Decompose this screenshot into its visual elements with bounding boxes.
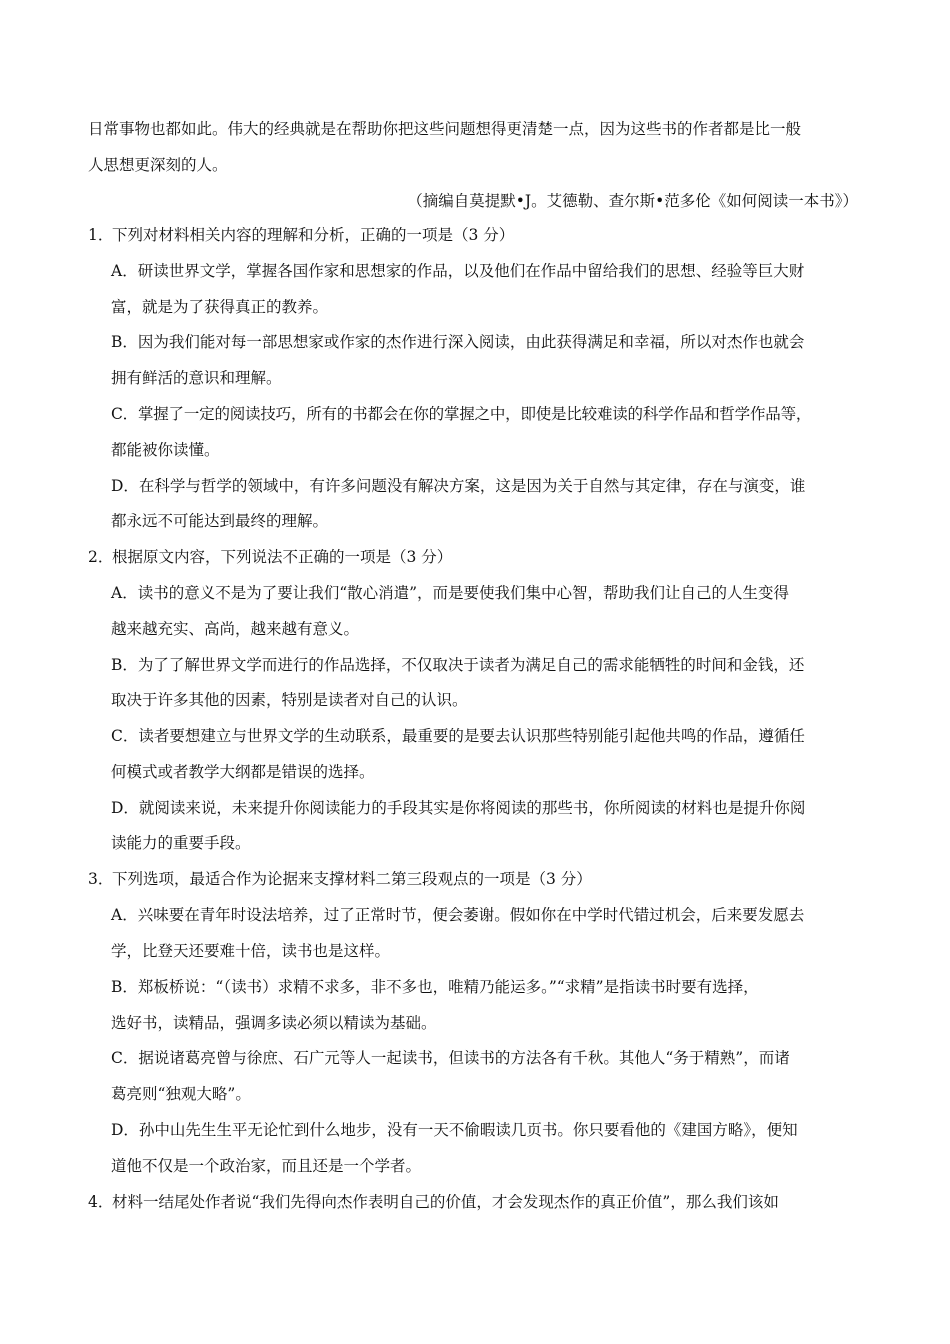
option-b: B．因为我们能对每一部思想家或作家的杰作进行深入阅读，由此获得满足和幸福，所以对杰作也就会 [111,333,805,351]
option-a: A．兴味要在青年时设法培养，过了正常时节，便会萎谢。假如你在中学时代错过机会，后来要发愿去 [111,906,805,924]
question-text: 材料一结尾处作者说“我们先得向杰作表明自己的价值，才会发现杰作的真正价值”，那么我们该如 [112,1193,779,1211]
question-number: 2． [88,548,114,566]
option-a: A．读书的意义不是为了要让我们“散心消遣”，而是要使我们集中心智，帮助我们让自己的人生变得 [111,584,790,602]
option-c: C．掌握了一定的阅读技巧，所有的书都会在你的掌握之中，即使是比较难读的科学作品和哲学作品等， [111,405,812,423]
option-b-continued: 选好书，读精品，强调多读必须以精读为基础。 [111,1014,437,1032]
option-d: D．就阅读来说，未来提升你阅读能力的手段其实是你将阅读的那些书，你所阅读的材料也是提升你阅 [111,799,806,817]
question-number: 4． [88,1193,114,1211]
option-b-continued: 取决于许多其他的因素，特别是读者对自己的认识。 [111,691,468,709]
option-b-continued: 拥有鲜活的意识和理解。 [111,369,282,387]
option-d: D．孙中山先生生平无论忙到什么地步，没有一天不偷暇读几页书。你只要看他的《建国方略》，便知 [111,1121,798,1139]
option-c-continued: 葛亮则“独观大略”。 [111,1085,251,1103]
option-b: B．为了了解世界文学而进行的作品选择，不仅取决于读者为满足自己的需求能牺牲的时间和金钱，还 [111,656,805,674]
option-a-continued: 富，就是为了获得真正的教养。 [111,298,329,316]
question-text: 下列对材料相关内容的理解和分析，正确的一项是（3 分） [112,226,515,244]
passage-source: （摘编自莫提默•J。艾德勒、查尔斯•范多伦《如何阅读一本书》） [407,192,858,210]
passage-line: 人思想更深刻的人。 [88,156,228,174]
option-d-continued: 道他不仅是一个政治家，而且还是一个学者。 [111,1157,422,1175]
question-number: 1． [88,226,114,244]
option-d-continued: 都永远不可能达到最终的理解。 [111,512,329,530]
option-c-continued: 都能被你读懂。 [111,441,220,459]
question-text: 根据原文内容，下列说法不正确的一项是（3 分） [112,548,453,566]
option-a-continued: 学，比登天还要难十倍，读书也是这样。 [111,942,391,960]
question-stem [88,869,592,889]
option-d: D．在科学与哲学的领域中，有许多问题没有解决方案，这是因为关于自然与其定律，存在与演变，谁 [111,477,806,495]
question-stem [88,225,514,245]
passage-line: 日常事物也都如此。伟大的经典就是在帮助你把这些问题想得更清楚一点，因为这些书的作者都是比一般 [88,120,802,138]
option-a-continued: 越来越充实、高尚，越来越有意义。 [111,620,360,638]
question-number: 3． [88,870,114,888]
option-d-continued: 读能力的重要手段。 [111,834,251,852]
option-b: B．郑板桥说：“（读书）求精不求多，非不多也，唯精乃能运多。”“求精”是指读书时要有选择， [111,978,759,996]
question-text: 下列选项，最适合作为论据来支撑材料二第三段观点的一项是（3 分） [112,870,592,888]
question-stem [88,1192,779,1212]
option-c-continued: 何模式或者教学大纲都是错误的选择。 [111,763,375,781]
option-a: A．研读世界文学，掌握各国作家和思想家的作品，以及他们在作品中留给我们的思想、经验等巨大财 [111,262,805,280]
option-c: C．读者要想建立与世界文学的生动联系，最重要的是要去认识那些特别能引起他共鸣的作品，遵循任 [111,727,805,745]
question-stem [88,547,452,567]
option-c: C．据说诸葛亮曾与徐庶、石广元等人一起读书，但读书的方法各有千秋。其他人“务于精熟”，而诸 [111,1049,790,1067]
